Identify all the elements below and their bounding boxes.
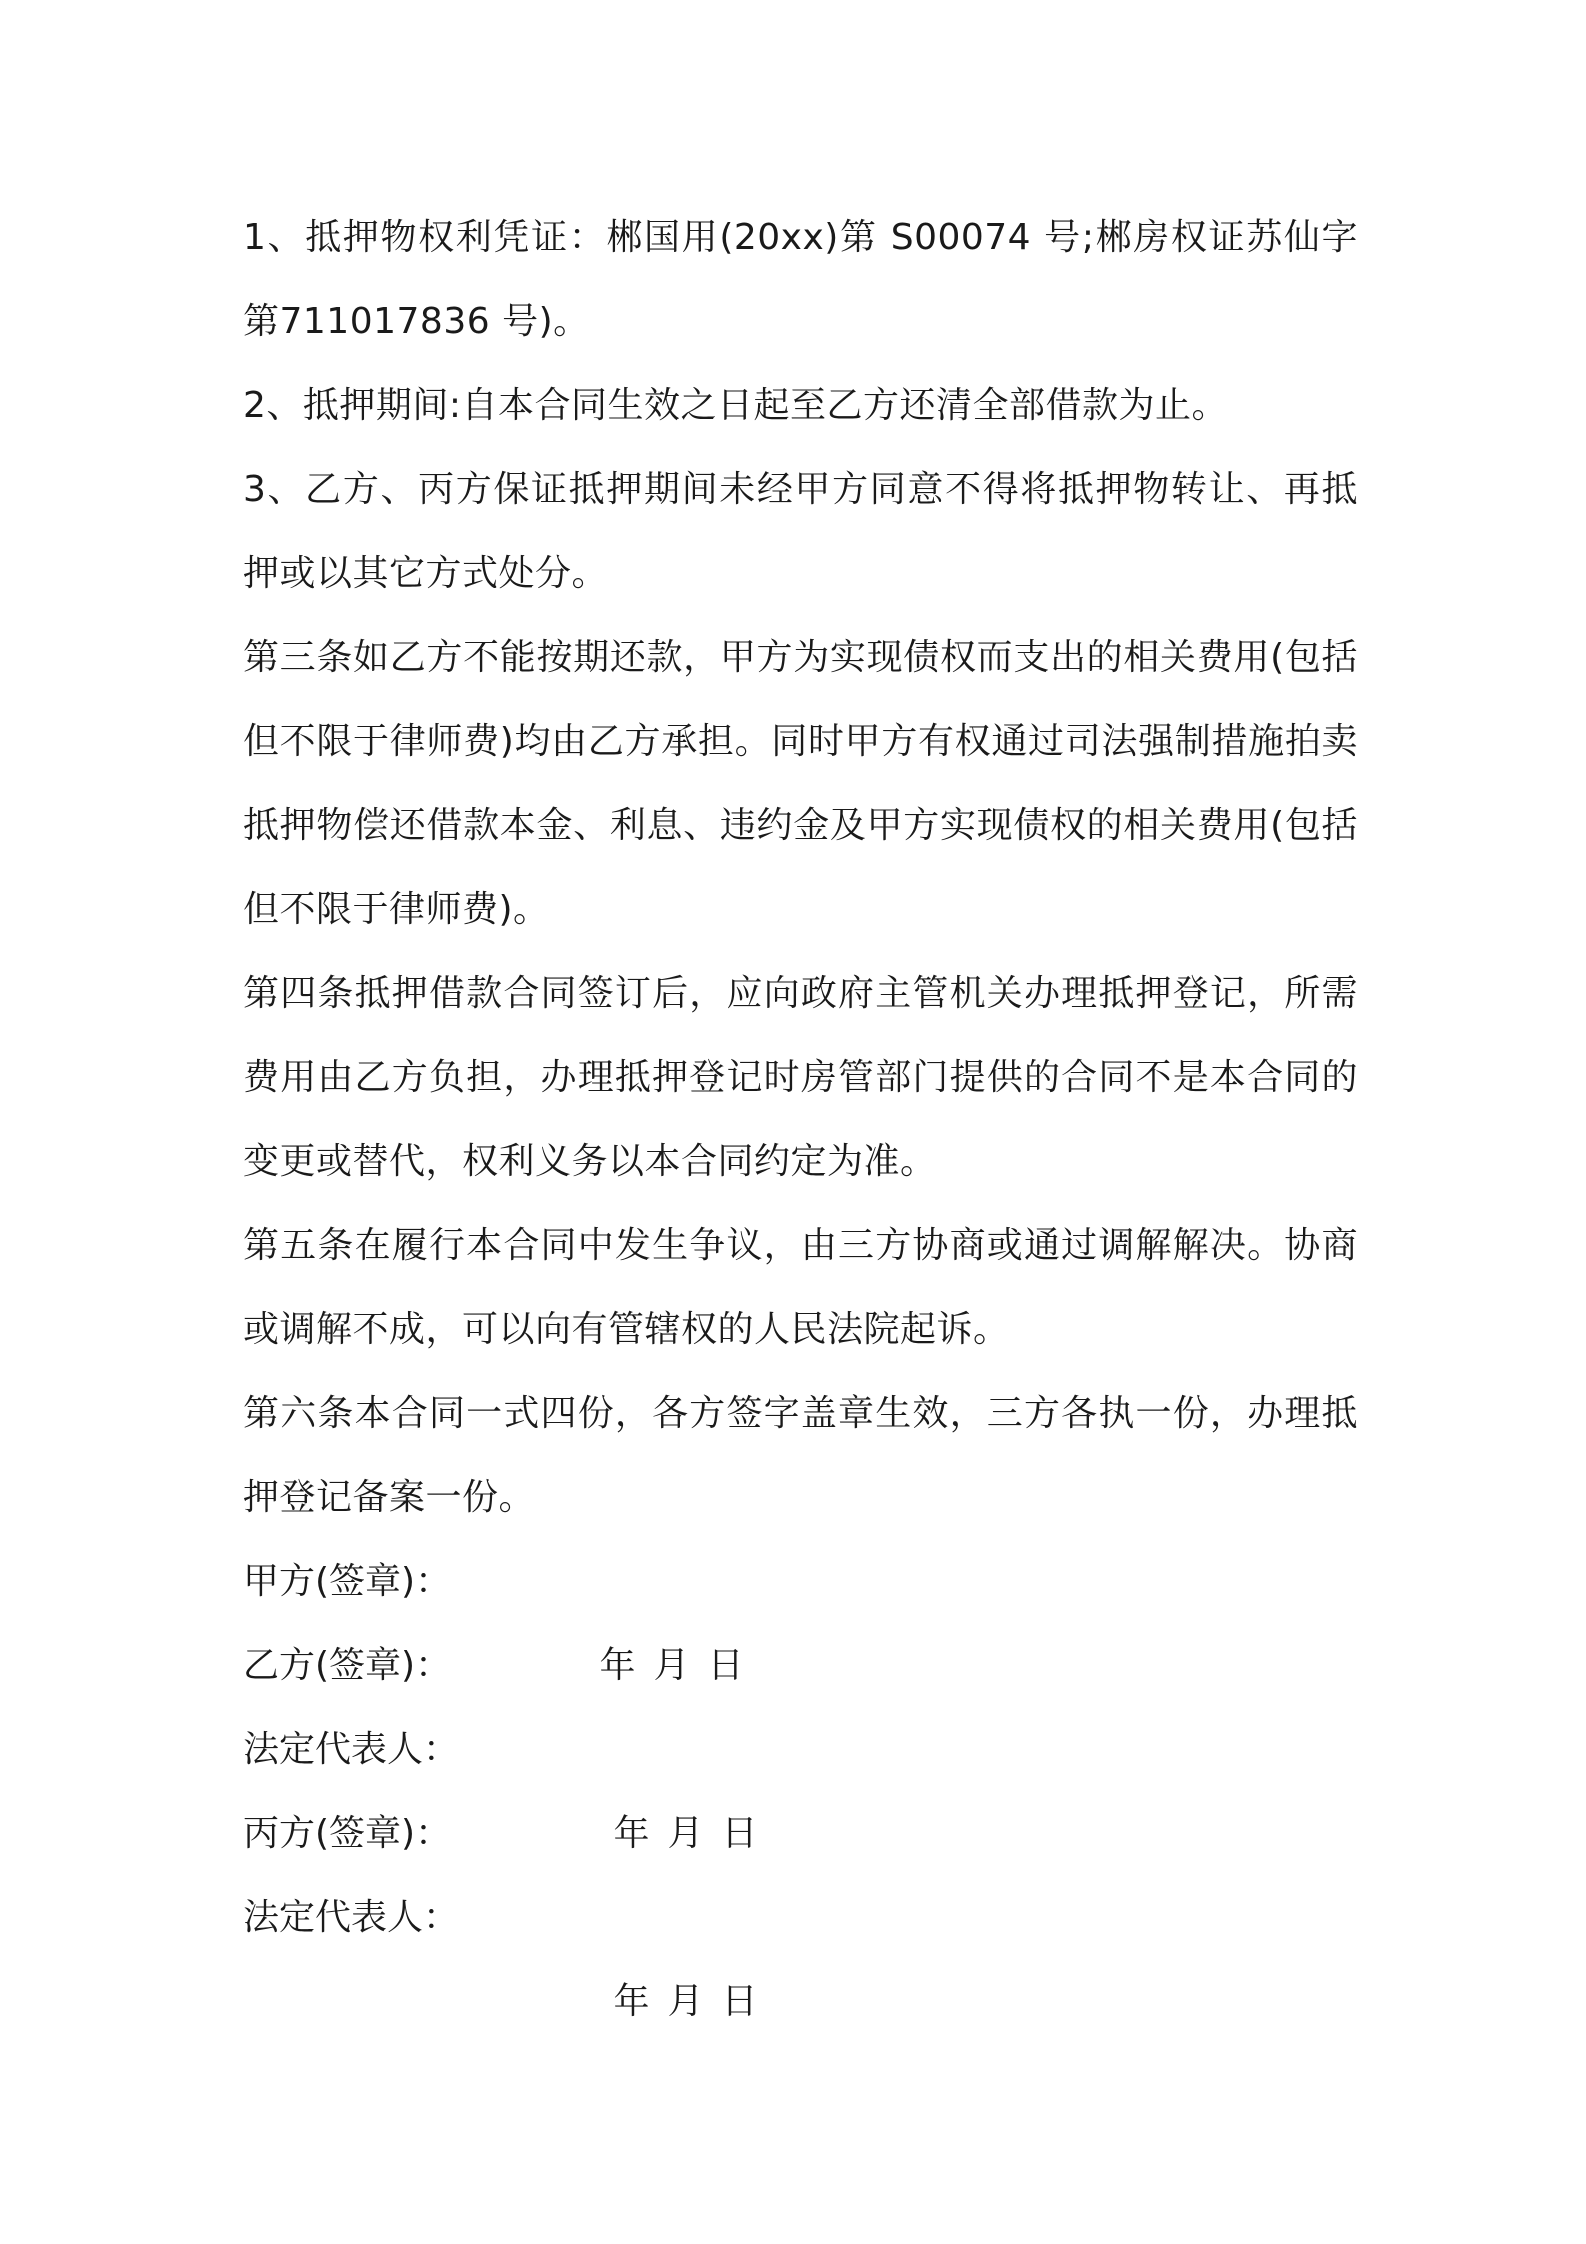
date-year: 年 — [613, 1981, 650, 2022]
date-day: 日 — [707, 1645, 744, 1686]
party-a-label: 甲方(签章)： — [243, 1561, 452, 1602]
article-four: 第四条抵押借款合同签订后，应向政府主管机关办理抵押登记，所需费用由乙方负担，办理抵押登记时房管部门提供的合同不是本合同的变更或替代，权利义务以本合同约定为准。 — [243, 973, 1358, 1182]
clause-transfer-restriction: 3、乙方、丙方保证抵押期间未经甲方同意不得将抵押物转让、再抵押或以其它方式处分。 — [243, 469, 1358, 594]
article-six: 第六条本合同一式四份，各方签字盖章生效，三方各执一份，办理抵押登记备案一份。 — [243, 1393, 1358, 1518]
clause-mortgage-period: 2、抵押期间:自本合同生效之日起至乙方还清全部借款为止。 — [243, 385, 1229, 426]
party-b-label: 乙方(签章)： — [243, 1645, 452, 1686]
signature-block — [243, 1540, 1358, 2022]
party-c-label: 丙方(签章)： — [243, 1813, 452, 1854]
legal-rep-b-label: 法定代表人： — [243, 1729, 460, 1770]
signature-line-party-b — [243, 1624, 1358, 1708]
article-three: 第三条如乙方不能按期还款，甲方为实现债权而支出的相关费用(包括但不限于律师费)均由乙方承担。同时甲方有权通过司法强制措施拍卖抵押物偿还借款本金、利息、违约金及甲方实现债权的相关费用(包括但不限于律师费)。 — [243, 637, 1358, 930]
date-month: 月 — [667, 1813, 704, 1854]
legal-rep-c-label: 法定代表人： — [243, 1897, 460, 1938]
date-year: 年 — [599, 1645, 636, 1686]
date-year: 年 — [613, 1813, 650, 1854]
article-five: 第五条在履行本合同中发生争议，由三方协商或通过调解解决。协商或调解不成，可以向有管辖权的人民法院起诉。 — [243, 1225, 1358, 1350]
date-month: 月 — [667, 1981, 704, 2022]
legal-rep-c-date — [499, 1876, 775, 2128]
clause-mortgage-certificate: 1、抵押物权利凭证：郴国用(20xx)第 S00074 号;郴房权证苏仙字第711017836 号)。 — [243, 217, 1358, 342]
document-body — [243, 196, 1358, 2022]
date-day: 日 — [721, 1813, 758, 1854]
date-day: 日 — [721, 1981, 758, 2022]
signature-line-legal-rep-c — [243, 1876, 1358, 2022]
signature-line-party-c — [243, 1792, 1358, 1876]
date-month: 月 — [653, 1645, 690, 1686]
